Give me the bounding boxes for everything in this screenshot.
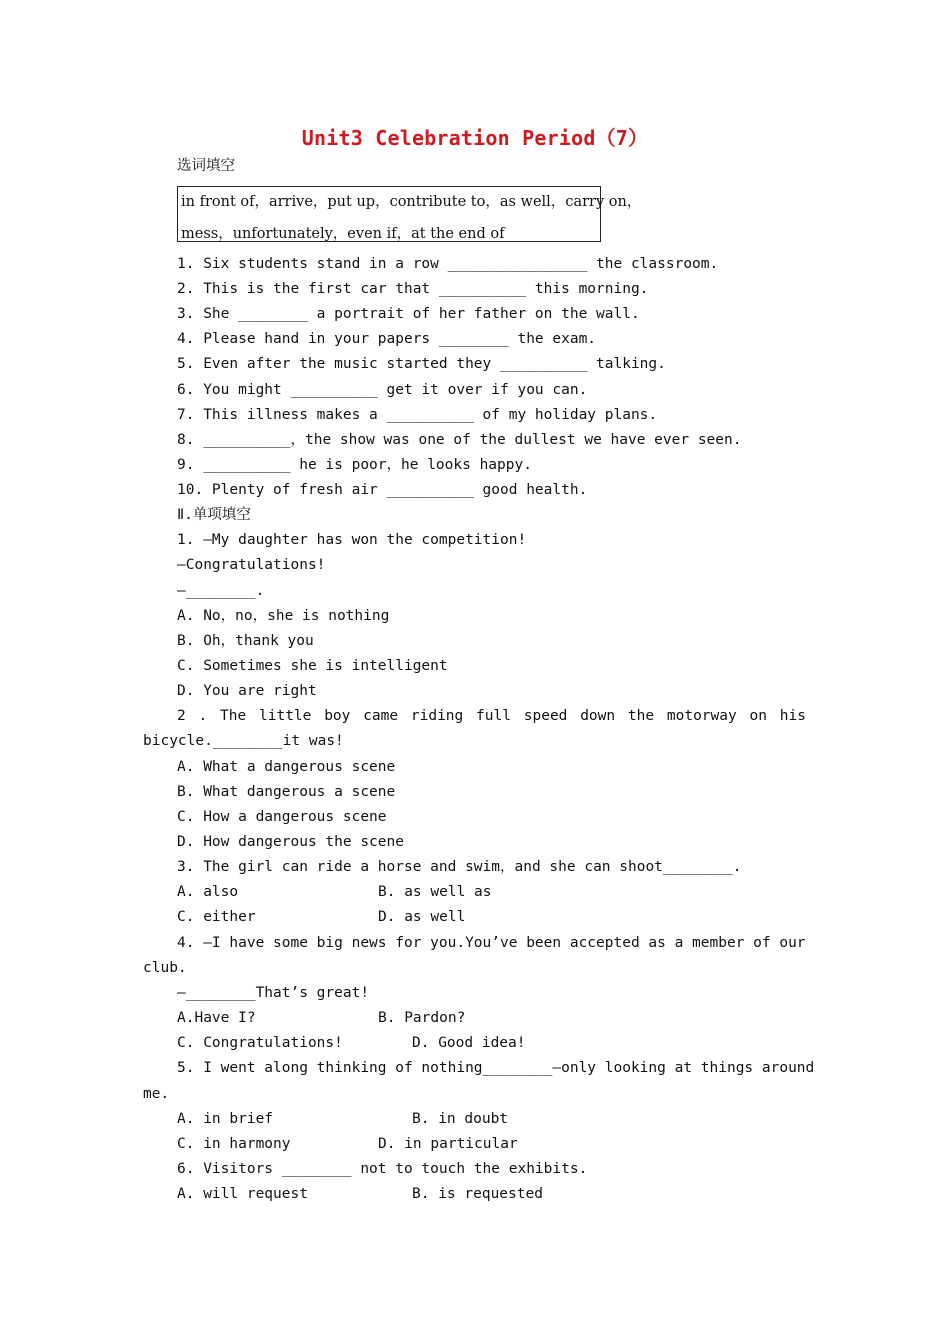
option: A. in brief: [177, 1111, 274, 1127]
option: C. in harmony: [177, 1136, 291, 1152]
fill-item: 2. This is the first car that __________ this morning.: [177, 281, 649, 297]
option: C. Congratulations!: [177, 1035, 343, 1051]
option: B. Oh，thank you: [177, 633, 314, 649]
question-word: boy: [324, 708, 351, 724]
question-line: 3. The girl can ride a horse and swim，and she can shoot________.: [177, 859, 742, 875]
fill-item: 1. Six students stand in a row ________________ the classroom.: [177, 256, 719, 272]
option: D. in particular: [378, 1136, 518, 1152]
question-word: The: [220, 708, 247, 724]
question-line: 4. —I have some big news for you.You’ve been accepted as a member of our: [177, 935, 806, 951]
page-title: Unit3 Celebration Period（7）: [301, 126, 649, 150]
option: A.Have I?: [177, 1010, 256, 1026]
question-line: —________.: [177, 583, 265, 599]
option: D. You are right: [177, 683, 317, 699]
fill-item: 10. Plenty of fresh air __________ good health.: [177, 482, 588, 498]
question-line: me.: [143, 1086, 170, 1102]
question-word: the: [627, 708, 655, 724]
option: C. Sometimes she is intelligent: [177, 658, 448, 674]
question-word: motorway: [666, 708, 737, 724]
fill-item: 3. She ________ a portrait of her father on the wall.: [177, 306, 640, 322]
option: B. What dangerous a scene: [177, 784, 396, 800]
option: D. as well: [378, 909, 466, 925]
question-line: —Congratulations!: [177, 557, 326, 573]
question-line: 5. I went along thinking of nothing________—only looking at things around: [177, 1060, 815, 1076]
question-word: full: [476, 708, 511, 724]
question-line: club.: [143, 960, 187, 976]
question-line: —________That’s great!: [177, 985, 370, 1001]
word-box-line: in front of，arrive，put up，contribute to，as well，carry on，: [181, 194, 642, 210]
option: A. What a dangerous scene: [177, 759, 396, 775]
question-word: riding: [410, 708, 464, 724]
question-word: 2: [177, 708, 186, 724]
fill-item: 8. __________，the show was one of the dullest we have ever seen.: [177, 432, 742, 448]
question-line: 6. Visitors ________ not to touch the exhibits.: [177, 1161, 588, 1177]
question-word: speed: [523, 708, 568, 724]
option: B. as well as: [378, 884, 492, 900]
option: D. How dangerous the scene: [177, 834, 404, 850]
question-line-justified: [177, 707, 806, 725]
option: B. is requested: [412, 1186, 543, 1202]
option: D. Good idea!: [412, 1035, 526, 1051]
fill-item: 9. __________ he is poor，he looks happy.: [177, 457, 532, 473]
question-word: little: [259, 708, 312, 724]
question-line: 1. —My daughter has won the competition!: [177, 532, 527, 548]
fill-item: 6. You might __________ get it over if you can.: [177, 382, 588, 398]
section1-heading: 选词填空: [177, 158, 235, 174]
question-word: came: [363, 708, 399, 724]
section2-heading: Ⅱ.单项填空: [177, 507, 251, 523]
question-word: on: [749, 708, 767, 724]
word-box: [177, 186, 642, 242]
question-word: down: [580, 708, 616, 724]
option: C. either: [177, 909, 256, 925]
fill-item: 5. Even after the music started they __________ talking.: [177, 356, 666, 372]
question-line: bicycle.________it was!: [143, 733, 344, 749]
fill-item: 4. Please hand in your papers ________ the exam.: [177, 331, 597, 347]
word-box-line: mess，unfortunately，even if，at the end of: [181, 226, 505, 242]
question-word: .: [198, 708, 208, 724]
option: C. How a dangerous scene: [177, 809, 387, 825]
option: A. No，no，she is nothing: [177, 608, 390, 624]
question-word: his: [779, 708, 806, 724]
fill-item: 7. This illness makes a __________ of my holiday plans.: [177, 407, 658, 423]
option: B. in doubt: [412, 1111, 509, 1127]
option: A. will request: [177, 1186, 308, 1202]
option: A. also: [177, 884, 239, 900]
option: B. Pardon?: [378, 1010, 466, 1026]
